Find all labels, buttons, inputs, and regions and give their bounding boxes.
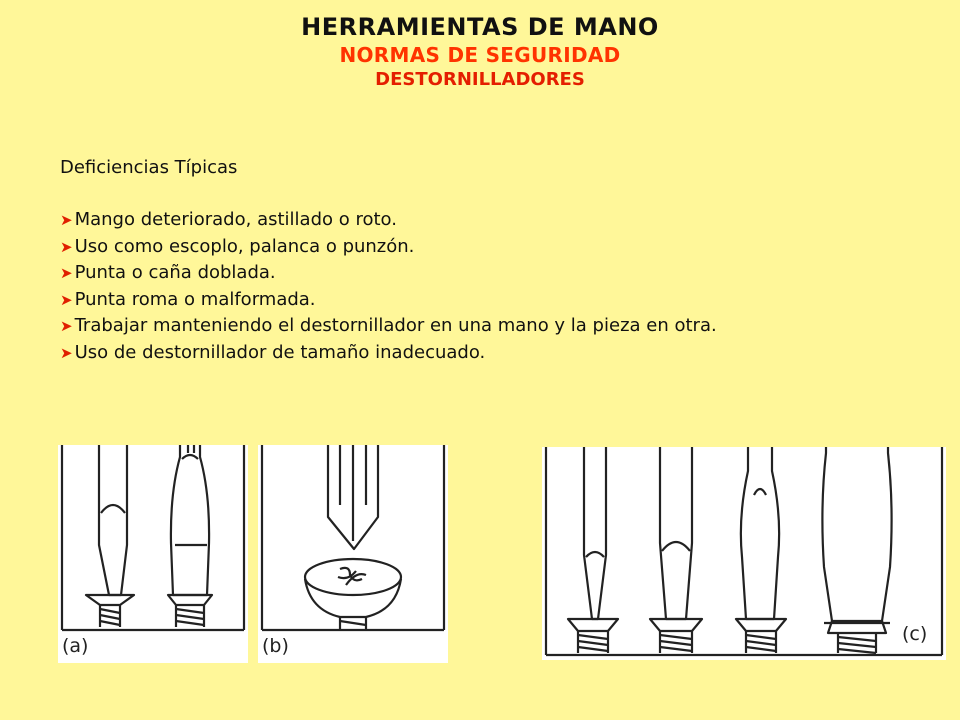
figure-a-caption: (a): [62, 635, 89, 657]
arrow-bullet-icon: ➤: [60, 290, 73, 309]
list-item-text: Trabajar manteniendo el destornillador en una mano y la pieza en otra.: [74, 315, 717, 336]
topic-title: DESTORNILLADORES: [375, 69, 585, 90]
figure-a-panel: [58, 445, 248, 663]
page-title: HERRAMIENTAS DE MANO: [301, 13, 659, 41]
figure-a-screwdrivers-illustration: [58, 445, 248, 663]
figure-c-screwdriver-sizes-illustration: [542, 447, 946, 660]
list-item-text: Mango deteriorado, astillado o roto.: [74, 209, 397, 230]
arrow-bullet-icon: ➤: [60, 264, 73, 282]
list-item-text: Uso como escoplo, palanca o punzón.: [74, 235, 415, 257]
list-item: [60, 260, 717, 287]
arrow-bullet-icon: ➤: [60, 211, 73, 229]
arrow-bullet-icon: ➤: [60, 237, 73, 256]
list-item-text: Punta roma o malformada.: [74, 288, 316, 310]
list-item-text: Uso de destornillador de tamaño inadecuado.: [74, 341, 486, 363]
list-item: [60, 234, 717, 261]
header: [0, 12, 960, 92]
figure-b-phillips-illustration: [258, 445, 448, 663]
arrow-bullet-icon: ➤: [60, 343, 73, 362]
list-item: [60, 313, 717, 340]
figure-b-caption: (b): [262, 635, 289, 657]
figure-b-panel: [258, 445, 448, 663]
list-item-text: Punta o caña doblada.: [74, 262, 276, 283]
figure-c-panel: [542, 447, 946, 660]
deficiency-list: [60, 207, 717, 366]
section-heading: Deficiencias Típicas: [60, 157, 238, 178]
page-subtitle: NORMAS DE SEGURIDAD: [339, 43, 621, 67]
list-item: [60, 287, 717, 314]
arrow-bullet-icon: ➤: [60, 317, 73, 335]
list-item: [60, 207, 717, 234]
figure-c-caption: (c): [902, 623, 928, 645]
list-item: [60, 340, 717, 367]
